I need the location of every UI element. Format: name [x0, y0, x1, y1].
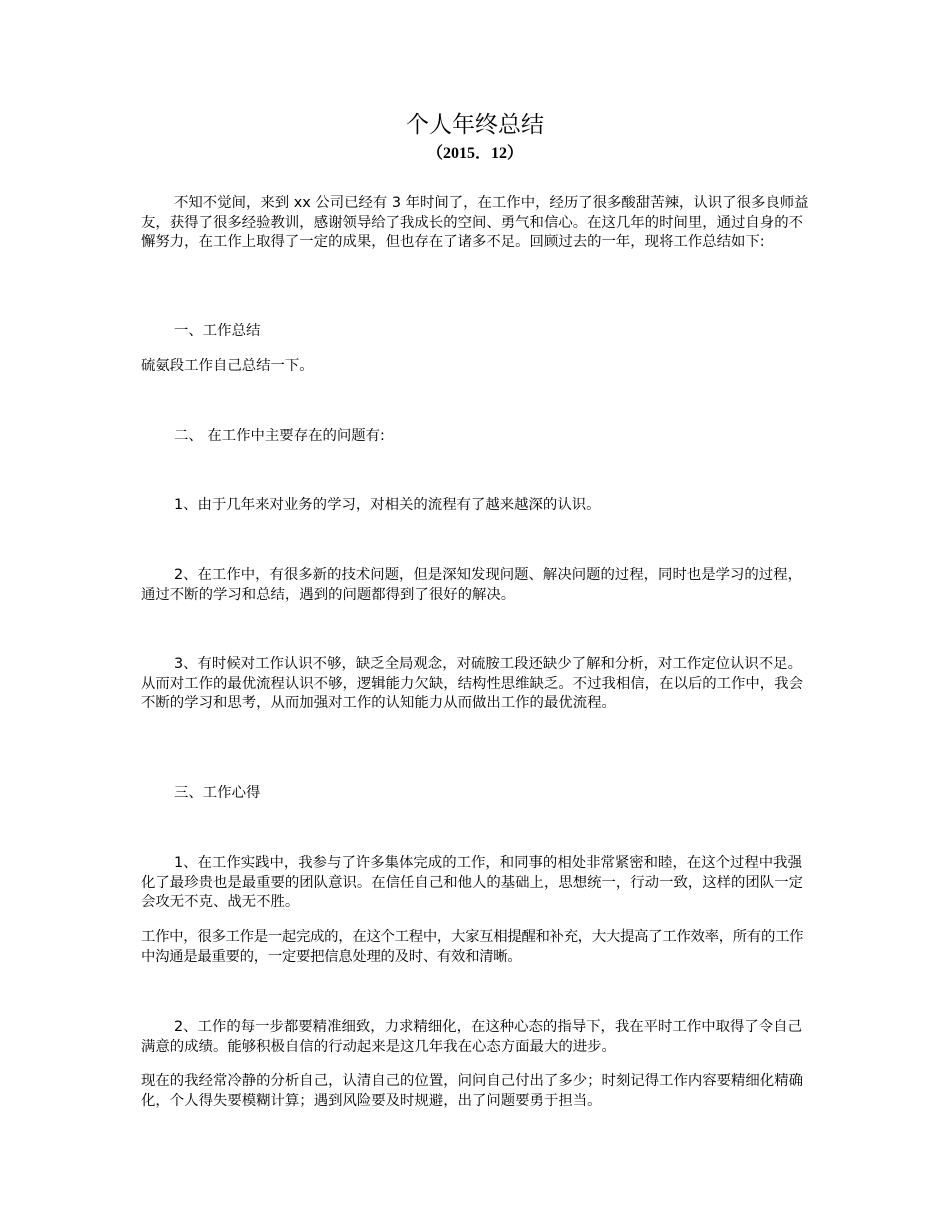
intro-paragraph: 不知不觉间，来到 xx 公司已经有 3 年时间了，在工作中，经历了很多酸甜苦辣，认识了很多良师益友，获得了很多经验教训，感谢领导给了我成长的空间、勇气和信心。在这几年的时间里，通过自身的不懈努力，在工作上取得了一定的成果，但也存在了诸多不足。回顾过去的一年，现将工作总结如下:: [141, 195, 809, 250]
section-3-item-1-continued: 工作中，很多工作是一起完成的，在这个工程中，大家互相提醒和补充，大大提高了工作效率，所有的工作中沟通是最重要的，一定要把信息处理的及时、有效和清晰。: [141, 929, 804, 965]
section-1-body: 硫氨段工作自己总结一下。: [141, 358, 314, 374]
section-3-item-2: 2、工作的每一步都要精准细致，力求精细化，在这种心态的指导下，我在平时工作中取得了令自己满意的成绩。能够积极自信的行动起来是这几年我在心态方面最大的进步。: [141, 1019, 802, 1055]
document-date: （2015．12）: [426, 145, 523, 162]
document-title: 个人年终总结: [406, 112, 544, 138]
section-2-item-1: 1、由于几年来对业务的学习，对相关的流程有了越来越深的认识。: [174, 497, 601, 513]
section-2-heading: 二、 在工作中主要存在的问题有:: [174, 428, 385, 444]
section-3-heading: 三、工作心得: [174, 785, 261, 801]
section-3-item-2-continued: 现在的我经常冷静的分析自己，认清自己的位置，问问自己付出了多少；时刻记得工作内容要精细化精确化，个人得失要模糊计算；遇到风险要及时规避，出了问题要勇于担当。: [141, 1073, 803, 1109]
section-2-item-3: 3、有时候对工作认识不够，缺乏全局观念，对硫胺工段还缺少了解和分析，对工作定位认识不足。从而对工作的最优流程认识不够，逻辑能力欠缺，结构性思维缺乏。不过我相信，在以后的工作中，我会不断的学习和思考，从而加强对工作的认知能力从而做出工作的最优流程。: [141, 656, 803, 711]
section-3-item-1: 1、在工作实践中，我参与了许多集体完成的工作，和同事的相处非常紧密和睦，在这个过程中我强化了最珍贵也是最重要的团队意识。在信任自己和他人的基础上，思想统一，行动一致，这样的团队一定会攻无不克、战无不胜。: [141, 855, 803, 910]
section-2-item-2: 2、在工作中，有很多新的技术问题，但是深知发现问题、解决问题的过程，同时也是学习的过程，通过不断的学习和总结，遇到的问题都得到了很好的解决。: [141, 567, 802, 603]
section-1-heading: 一、工作总结: [174, 323, 261, 339]
